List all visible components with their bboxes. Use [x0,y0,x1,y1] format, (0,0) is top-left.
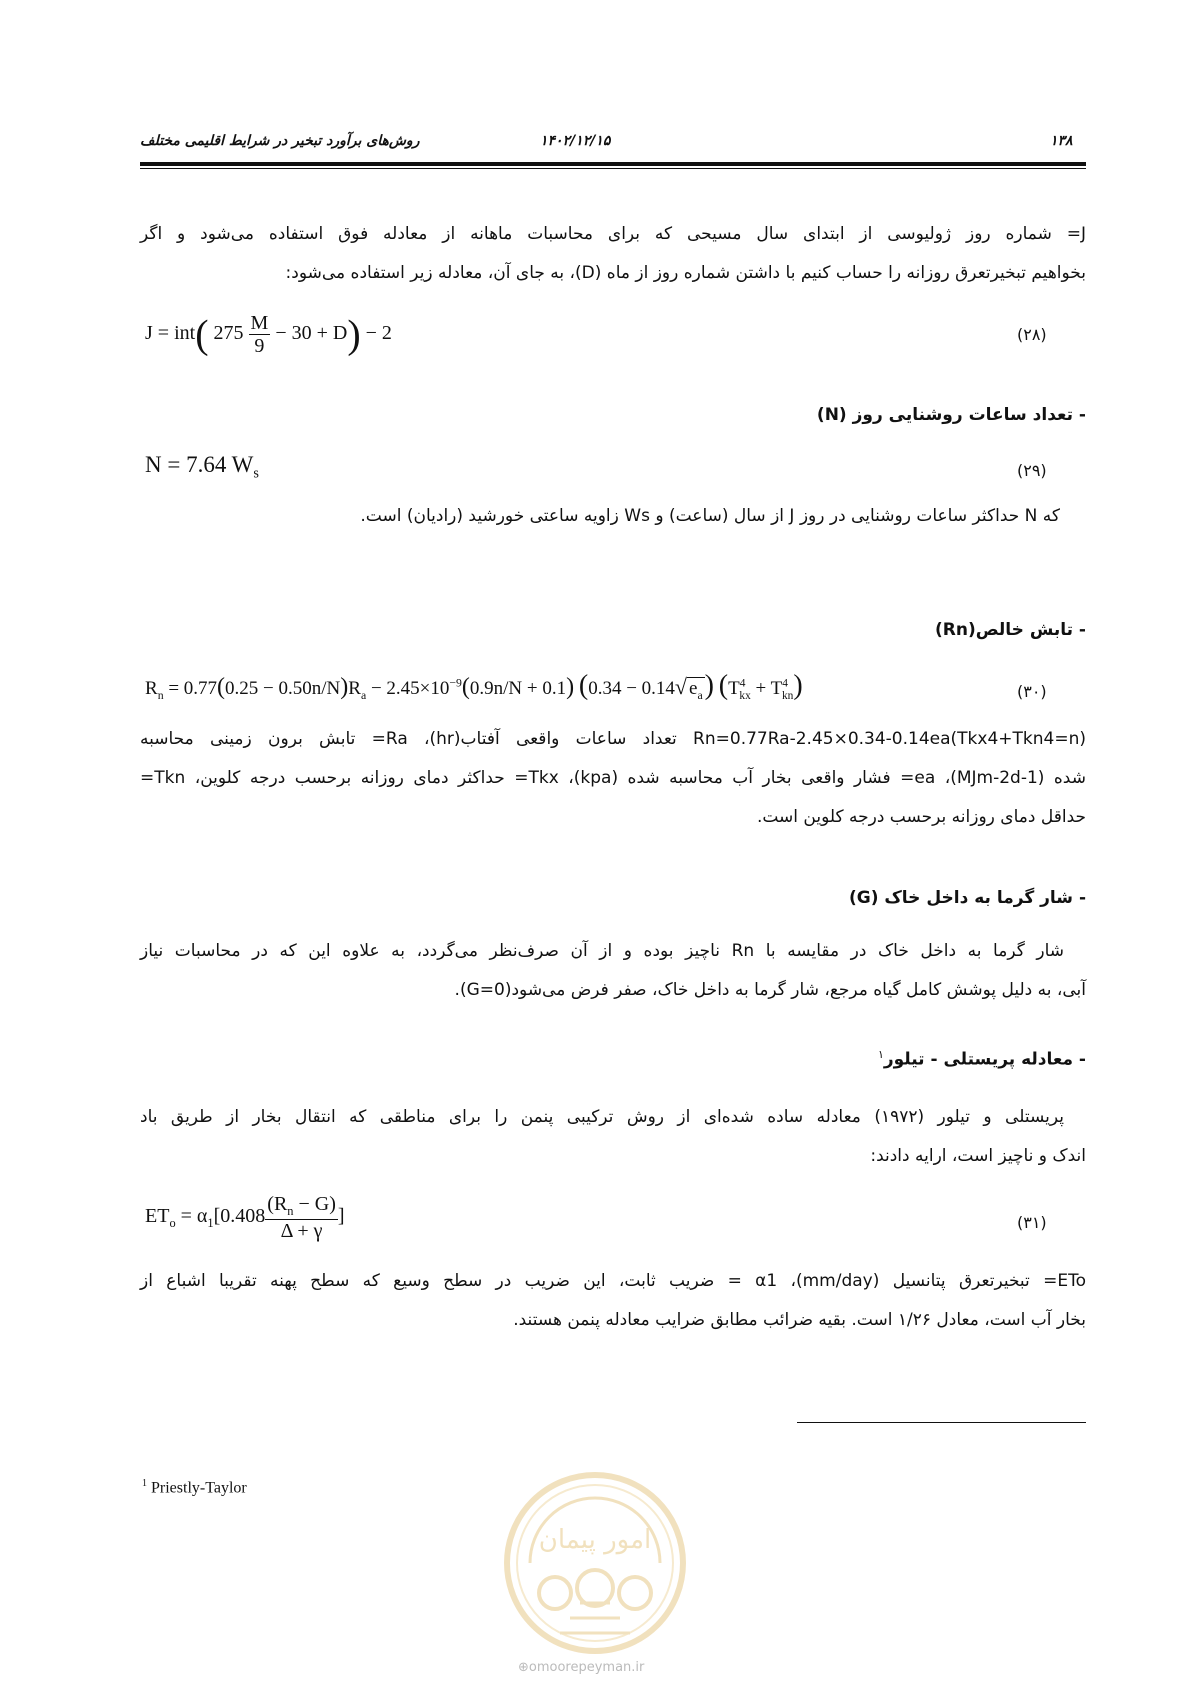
eq-lhs: J = int [145,322,196,345]
paren-right: ) [347,311,361,357]
denominator: 9 [254,335,265,357]
equation-number-29: (۲۹) [1017,461,1047,480]
header-date: ۱۴۰۲/۱۲/۱۵ [540,133,611,149]
text-line: (Rn=0.77Ra-2.45×0.34-0.14ea(Tkx4+Tkn4=n تعداد ساعات واقعی آفتاب(hr)، Ra= تابش برون زمینی محاسبه [140,729,1086,749]
equation-31 [145,1193,345,1242]
eq-post: ] [337,1204,345,1227]
footnote-rule [797,1422,1086,1423]
eq-sub: s [253,465,259,482]
eq-mid: − 30 + D [275,322,348,345]
logo-text: امور پیمان [538,1525,652,1555]
num-tail: − G) [293,1193,336,1215]
text-line: بخواهیم تبخیرتعرق روزانه را حساب کنیم با داشتن شماره روز از ماه (D)، به جای آن، معادله زیر استفاده می‌شود: [285,263,1086,283]
eq-lhs-sub: o [169,1215,176,1230]
watermark-logo [500,1468,690,1658]
equation-number-31: (۳۱) [1017,1213,1047,1232]
paragraph-rn-definitions [140,720,1086,837]
text-line: J= شماره روز ژولیوسی از ابتدای سال مسیحی که برای محاسبات ماهانه از معادله فوق استفاده می‌شود و اگر [140,224,1086,244]
alpha-sub: 1 [207,1215,214,1230]
equation-number-30: (۳۰) [1017,682,1047,701]
header-title: روش‌های برآورد تبخیر در شرایط اقلیمی مختلف [140,133,420,149]
paragraph-n-definition: که N حداکثر ساعات روشنایی در روز J از سال (ساعت) و Ws زاویه ساعتی خورشید (رادیان) است. [360,506,1060,526]
footnote-mark: 1 [142,1478,147,1489]
paren-left: ( [195,311,209,357]
num-sub: n [287,1204,294,1218]
heading-daylight-hours: - تعداد ساعات روشنایی روز (N) [816,405,1086,425]
eq-lhs: ET [145,1204,170,1227]
header-rule-thick [140,162,1086,166]
footnote-ref: ۱ [877,1048,884,1061]
paragraph-et-definitions [140,1262,1086,1340]
footnote [142,1478,247,1497]
numerator: M [250,312,269,334]
text-line: اندک و ناچیز است، ارایه دادند: [870,1146,1086,1166]
eq-coef: 275 [213,322,244,345]
equation-29 [145,452,259,483]
text-line: حداقل دمای روزانه برحسب درجه کلوین است. [756,807,1086,827]
text-line: پریستلی و تیلور (۱۹۷۲) معادله ساده شده‌ای از روش ترکیبی پنمن را برای مناطقی که انتقال بخار از طریق باد [140,1107,1064,1127]
header-rule-thin [140,168,1086,169]
watermark-site-text: omoorepeyman.ir [528,1660,645,1675]
denominator: Δ + γ [280,1219,323,1242]
footnote-text: Priestly-Taylor [147,1479,247,1497]
eq-pre: [0.408 [213,1204,266,1227]
text-line: ETo= تبخیرتعرق پتانسیل (mm/day)، α1 = ضریب ثابت، این ضریب در سطح وسیع که سطح پهنه تقریبا اشباع از [140,1271,1086,1291]
fraction [265,1193,338,1242]
heading-text: - معادله پریستلی - تیلور [883,1049,1086,1070]
equation-30: $R_n = 0.77(0.25 - 0.50n/N)R_a - 2.45\times 10^{-9}(0.9n/N + 0.1) (0.34 - 0.14√$ $e_a$) $(T^4_{kx} + T^4_{kn})$ [145,670,803,702]
fraction [249,312,271,357]
num-text: (R [267,1193,288,1215]
numerator [265,1193,338,1220]
text-line: شده (MJm-2d-1)، ea= فشار واقعی بخار آب محاسبه شده (kpa)، Tkx= حداکثر دمای روزانه برحسب درجه کلوین، Tkn= [140,768,1086,788]
text-line: شار گرما به داخل خاک در مقایسه با Rn ناچیز بوده و از آن صرف‌نظر می‌گردد، به علاوه این که در محاسبات نیاز [140,941,1064,961]
paragraph-priestley-taylor [140,1098,1086,1176]
eq-tail: − 2 [365,322,392,345]
paragraph-julian-day [140,215,1086,293]
globe-icon: ⊕ [518,1660,529,1675]
equation-number-28: (۲۸) [1017,325,1047,344]
logo-seal-icon [500,1468,690,1658]
heading-soil-heat-flux: - شار گرما به داخل خاک (G) [848,888,1086,908]
eq-equals: = α [175,1204,208,1227]
eq-text: N = 7.64 W [145,452,254,477]
equation-28 [145,312,392,357]
paragraph-soil-heat [140,932,1086,1010]
heading-net-radiation: - تابش خالص(Rn) [934,620,1086,640]
text-line: بخار آب است، معادل ۱/۲۶ است. بقیه ضرائب مطابق ضرایب معادله پنمن هستند. [513,1310,1086,1330]
text-line: آبی، به دلیل پوشش کامل گیاه مرجع، شار گرما به داخل خاک، صفر فرض می‌شود(G=0). [454,980,1086,1000]
heading-priestley-taylor [140,1048,1086,1070]
watermark-site [518,1660,644,1675]
page-number: ۱۳۸ [1050,133,1073,149]
